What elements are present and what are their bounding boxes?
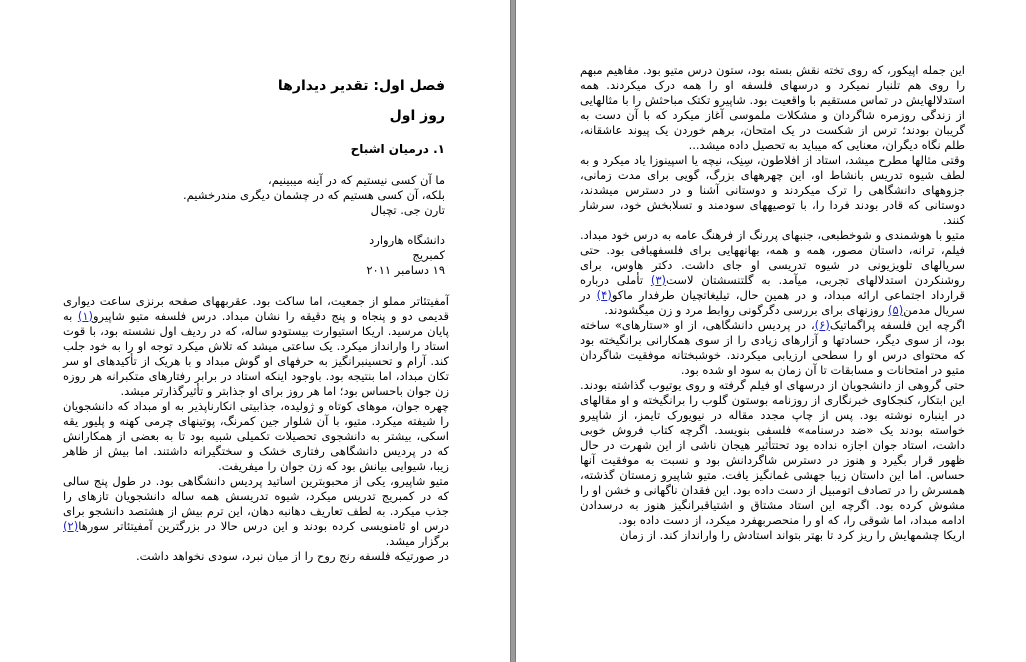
- epigraph-line: ما آن کسی نیستیم که در آینه میبینیم،: [268, 173, 445, 187]
- place-date: [65, 233, 445, 278]
- left-page: [0, 0, 511, 662]
- paragraph: این جمله اپیکور، که روی تخته نقش بسته بود، ستون درس متیو بود. مفاهیم مبهم را روی هم تلنبار نمیکرد و درسهای فلسفه او را همه درک میکردند. همه استدلالهایش در تماس مستقیم با واقعیت بود. شاپیرو تکتک مباحثش را با مثالهایی از زندگی روزمره شاگردان و مشکلات ملموسی آغاز میکرد که با آن دست به گریبان بودند؛ ترس از شکست در یک امتحان، برهم خوردن یک پیوند عاشقانه، طلم نگاه دیگران، معنایی که میباید به تحصیل داده میشد...: [580, 63, 965, 152]
- chapter-title: فصل اول: تقدیر دیدارها: [277, 78, 445, 94]
- section-title: ۱. درمیان اشباح: [350, 142, 445, 156]
- footnote-link[interactable]: (۴): [596, 288, 612, 302]
- paragraph: چهره جوان، موهای کوتاه و ژولیده، جذابیتی انکارناپذیر به او مبداد که دانشجویان را شیفته میکرد. متیو، با آن شلوار جین کمرنگ، پوتینهای چرمی کهنه و پلیور یقه اسکی، بیشتر به دانشجوی تحصیلات تکمیلی شبیه بود تا به بعضی از همکارانش که در پردیس دانشگاهی رفتاری خشک و سختگیرانه داشتند. اما بیش از ظاهر زیبا، شیوایی بیانش بود که زن جوان را میفریفت.: [63, 399, 449, 473]
- place-line: دانشگاه هاروارد: [369, 233, 445, 247]
- paragraph: حتی گروهی از دانشجویان از درسهای او فیلم گرفته و روی یوتیوب گذاشته بودند. این ابتکار، کنجکاوی خبرنگاری از روزنامه بوستون گلوب را برانگیخته و او مقالهای در اینباره نوشته بود. پس از چاپ مجدد مقاله در نیویورک تایمز، از شاپیرو خواسته بودند یک «ضد درسنامه» فلسفی بنویسد. اگرچه کتاب فروش خوبی داشت، استاد جوان اجازه نداده بود تحتتأثیر هیجان ناشی از این شهرت در حال ظهور قرار بگیرد و هنوز در دسترس شاگردانش بود و نسبت به موفقیت آنها حساس. اما این داستان زیبا جهشی غمانگیز یافت. متیو شاپیرو زمستان گذشته، همسرش را در تصادف اتومبیل از دست داده بود. این فقدان ناگهانی و خشن او را مشوش کرده بود. اگرچه این استاد مشتاق و اشتیاقبرانگیز هنوز به درسدادن ادامه مبداد، اما شوقی را، که او را منحصربهفرد میکرد، از دست داده بود.: [580, 378, 965, 527]
- left-body: [63, 294, 449, 564]
- paragraph: اریکا چشمهایش را ریز کرد تا بهتر بتواند استادش را وارانداز کند. از زمان: [619, 528, 965, 542]
- epigraph-line: بلکه، آن کسی هستیم که در چشمان دیگری مندرخشیم.: [182, 188, 445, 202]
- paragraph: آمفیتئاتر مملو از جمعیت، اما ساکت بود. عقربههای صفحه برنزی ساعت دیواری قدیمی دو و پنجاه و پنج دقیقه را نشان مبداد. درس فلسفه متیو شاپیرو(۱) به پایان مرسید. اریکا استیوارت بیستودو ساله، که در ردیف اول نشسته بود، با قوت استاد را وارانداز میکرد. یک ساعتی میشد که تلاش میکرد توجه او را به خود جلب کند. آرام و تحسینبرانگیز به حرفهای او گوش مبداد و با هریک از تأکیدهای او سر تکان مبداد، اما بنتیجه بود. باوجود اینکه استاد در برابر رفتارهای متکبرانه هر روزه زن جوان باحساس بود؛ اما هر روز برای او جذابتر و تأثیرگذارتر میشد.: [63, 294, 449, 398]
- quote-paragraph: در صورتیکه فلسفه رنج روح را از میان نبرد، سودی نخواهد داشت.: [136, 549, 449, 563]
- footnote-link[interactable]: (۶): [814, 318, 830, 332]
- epigraph: [65, 173, 445, 218]
- paragraph: اگرچه این فلسفه پراگماتیک(۶)، در پردیس دانشگاهی، از او «ستارهای» ساخته بود، از سوی دیگر، حسادتها و آزارهای زیادی را از سوی همکارانی برانگیخته بود که محتوای درس او را سطحی ارزیابی میکردند. خوشبختانه موفقیت شاگردان متیو در امتحانات و مسابقات تا آن زمان به سود او شده بود.: [580, 318, 965, 377]
- paragraph: وقتی مثالها مطرح میشد، استاد از افلاطون، سِنِک، نیچه یا اسپینوزا یاد میکرد و به لطف شیوه تدریس بانشاط او، این چهرههای بزرگ، گویی برای مدت زمانی، جزوههای دانشگاهی را ترک میکردند و دوستانی آشنا و در دسترس میشدند، دوستانی که قادر بودند فردا را، با توصیههای سودمند و تسلابخش خود، سرشار کنند.: [580, 153, 965, 227]
- footnote-link[interactable]: (۳): [650, 273, 667, 287]
- date-line: ۱۹ دسامبر ۲۰۱۱: [366, 263, 445, 277]
- footnote-link[interactable]: (۱): [77, 309, 93, 323]
- place-line: کمبریج: [412, 248, 445, 262]
- day-title: روز اول: [389, 108, 445, 124]
- epigraph-author: تارن جی. تچبال: [370, 203, 445, 217]
- paragraph: متیو با هوشمندی و شوخطبعی، جنبهای پررنگ از فرهنگ عامه به درس خود مبداد. فیلم، ترانه، داستان مصور، همه و همه، بهانههایی برای فلسفهبافی بود. حتی سریالهای تلویزیونی در شیوه تدریسی او جای داشت. دکتر هاوس، برای روشنکردن استدلالهای تجربی، میآمد. به گلتنسشتان لاست(۳) تأملی درباره قرارداد اجتماعی ارائه مبداد، و در همین حال، تیلیغاتچیان طرفدار ماکو(۴) در سریال مدمن(۵) روزنهای برای بررسی دگرگونی روابط مرد و زن میگشودند.: [580, 228, 965, 317]
- right-body: [580, 63, 965, 543]
- footnote-link[interactable]: (۲): [63, 519, 79, 533]
- footnote-link[interactable]: (۵): [888, 303, 904, 317]
- paragraph: متیو شاپیرو، یکی از محبوبترین اساتید پردیس دانشگاهی بود. در طول پنج سالی که در کمبریج تدریس میکرد، شیوه تدریسش همه ساله دانشجویان تازهای را جذب میکرد. به لطف تعاریف دهانبه دهان، این ترم بیش از هشتصد دانشجو برای درس او ثامنویسی کرده بودند و این درس حالا در بزرگترین آمفیتئاتر سورها(۲) برگزار میشد.: [63, 474, 449, 548]
- right-page: [515, 0, 1026, 662]
